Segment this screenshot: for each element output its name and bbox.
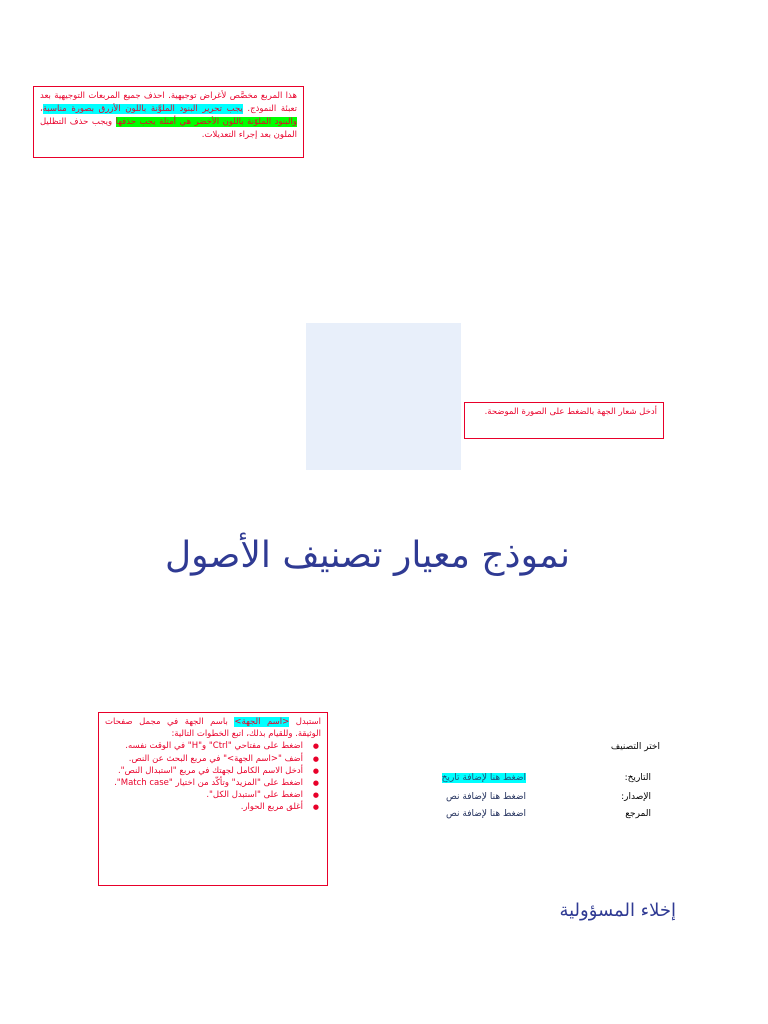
version-label: الإصدار: <box>621 792 651 802</box>
guidance-text: هذا المربع مخصَّص لأغراض توجيهية. احذف جميع المربعات التوجيهية بعد تعبئة النموذج. <box>40 91 297 114</box>
reference-label: المرجع <box>625 809 651 819</box>
date-label: التاريخ: <box>624 773 651 783</box>
disclaimer-heading: إخلاء المسؤولية <box>559 900 676 921</box>
replace-intro-pre: استبدل <box>289 717 322 727</box>
list-item: ● أضف "<اسم الجهة>" في مربع البحث عن النص. <box>105 753 303 765</box>
replace-intro-post: باسم الجهة في مجمل صفحات الوثيقة. وللقيام بذلك، اتبع الخطوات التالية: <box>105 717 321 740</box>
date-field[interactable]: اضغط هنا لإضافة تاريخ <box>441 773 526 783</box>
guidance-highlight-cyan: يجب تحرير البنود الملوَّنة باللون الأزرق بصورة مناسبة <box>42 104 243 114</box>
logo-guidance-box <box>464 402 664 439</box>
version-row <box>0 792 768 806</box>
guidance-text-sep: ، <box>40 104 43 114</box>
replace-intro <box>105 716 321 740</box>
version-field[interactable]: اضغط هنا لإضافة نص <box>446 792 526 802</box>
logo-guidance-text: أدخل شعار الجهة بالضغط على الصورة الموضحة. <box>484 407 657 417</box>
reference-field[interactable]: اضغط هنا لإضافة نص <box>446 809 526 819</box>
list-item: ● اضغط على "استبدل الكل". <box>105 789 303 801</box>
reference-row <box>0 809 768 823</box>
list-item: ● اضغط على "المزيد" وتأكّد من اختيار "Match case". <box>105 777 303 789</box>
document-title: نموذج معيار تصنيف الأصول <box>165 535 570 576</box>
logo-placeholder-image[interactable] <box>306 323 461 470</box>
guidance-highlight-green: والبنود الملوّنة باللون الأخضر هي أمثلة يجب حذفها <box>115 117 297 127</box>
list-item: ● أدخل الاسم الكامل لجهتك في مربع "استبدال النص". <box>105 765 303 777</box>
entity-name-placeholder: <اسم الجهة> <box>234 717 290 727</box>
list-item: ● اضغط على مفتاحي "Ctrl" و"H" في الوقت نفسه. <box>105 740 303 752</box>
list-item: ● أغلق مربع الحوار. <box>105 801 303 813</box>
date-row <box>0 773 768 787</box>
guidance-text-end: ويجب حذف التظليل الملون بعد إجراء التعديلات. <box>40 117 297 140</box>
guidance-note-box <box>33 86 304 158</box>
classification-dropdown[interactable]: اختر التصنيف <box>610 742 660 752</box>
